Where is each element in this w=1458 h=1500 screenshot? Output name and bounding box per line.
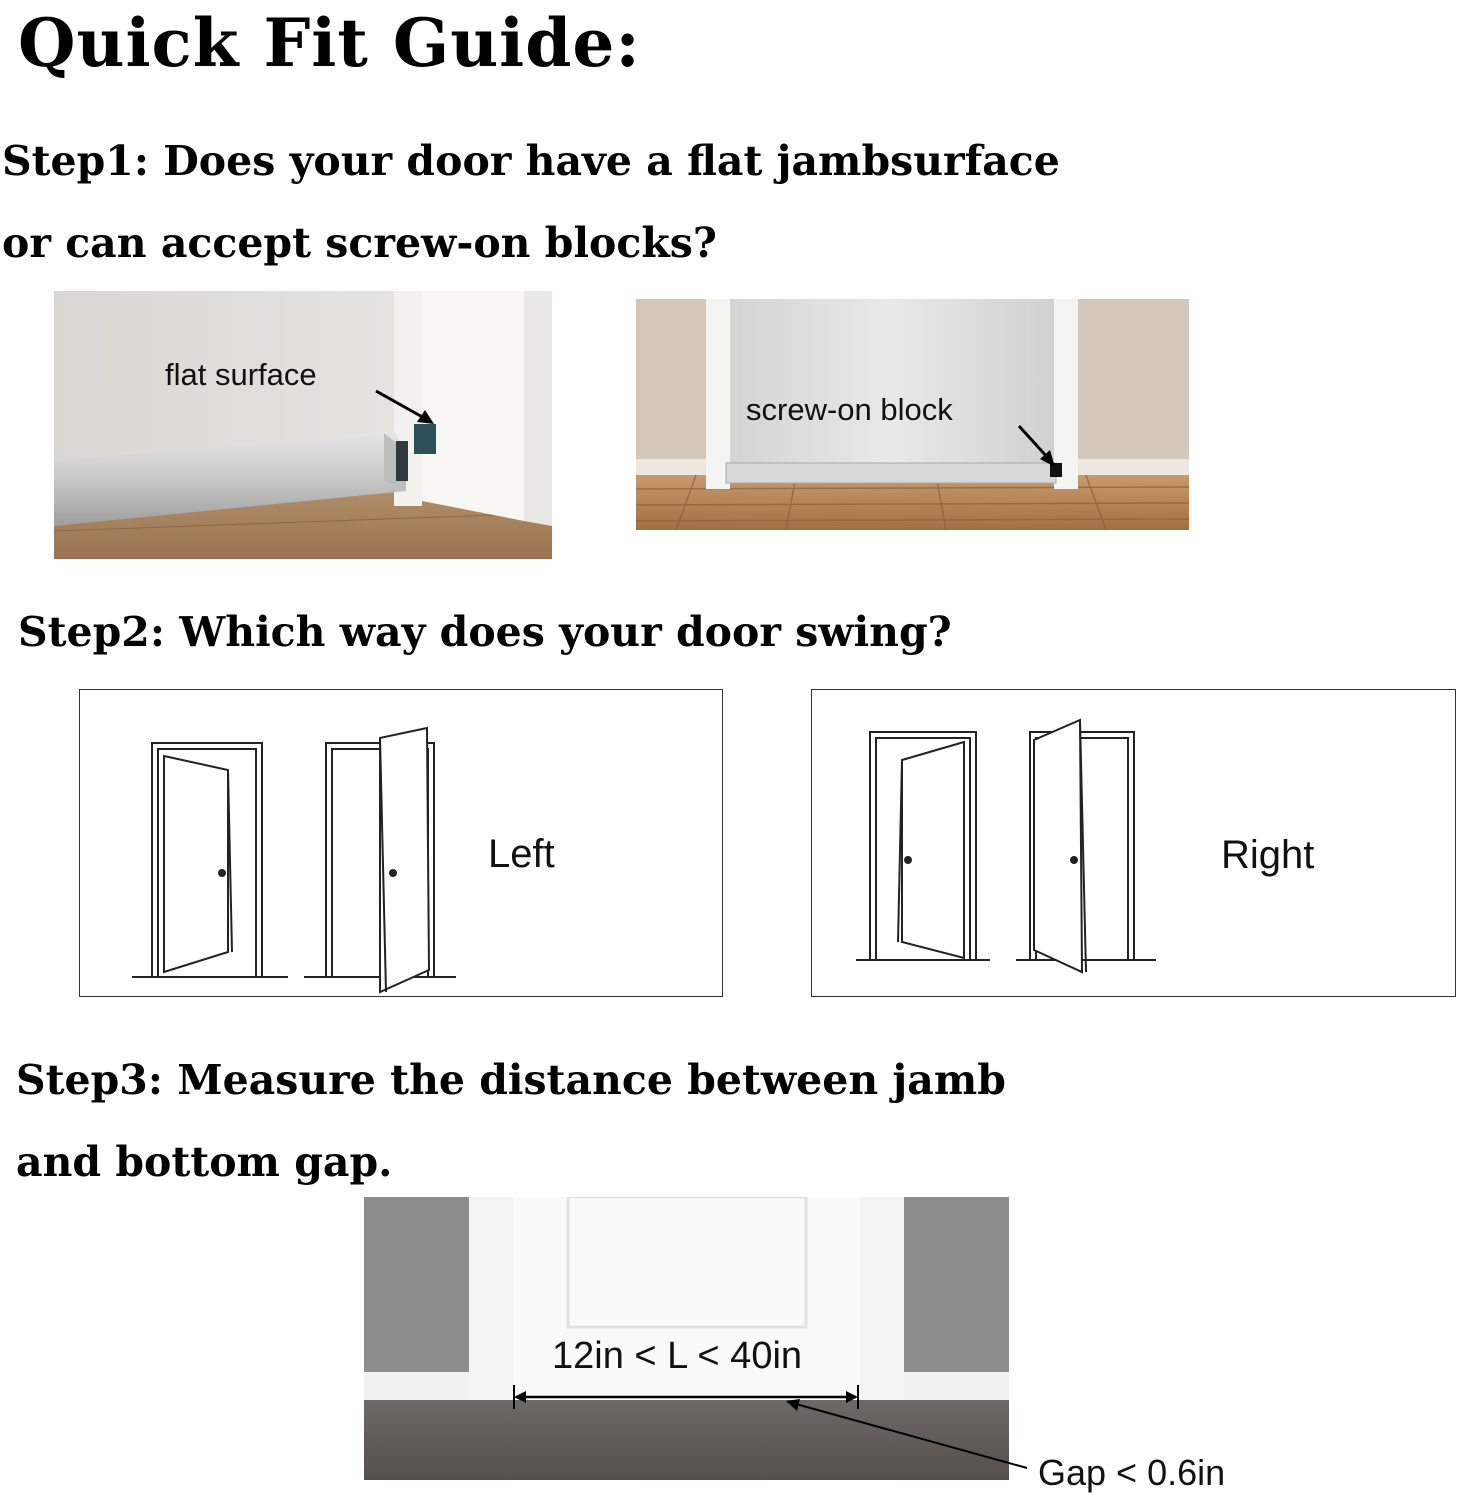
flat-surface-label: flat surface: [165, 357, 317, 392]
step3-heading-line2: and bottom gap.: [16, 1138, 393, 1186]
guide-title: Quick Fit Guide:: [18, 4, 641, 82]
step2-heading: Step2: Which way does your door swing?: [18, 608, 952, 656]
right-swing-label: Right: [1221, 833, 1315, 877]
left-swing-label: Left: [488, 832, 555, 876]
length-range-label: 12in < L < 40in: [552, 1335, 803, 1377]
step1-heading-line1: Step1: Does your door have a flat jambsurface: [2, 137, 1060, 185]
step3-heading-line1: Step3: Measure the distance between jamb: [16, 1056, 1006, 1104]
screw-on-block-label: screw-on block: [746, 392, 953, 427]
gap-label: Gap < 0.6in: [1038, 1452, 1226, 1493]
step1-heading-line2: or can accept screw-on blocks?: [2, 219, 717, 267]
